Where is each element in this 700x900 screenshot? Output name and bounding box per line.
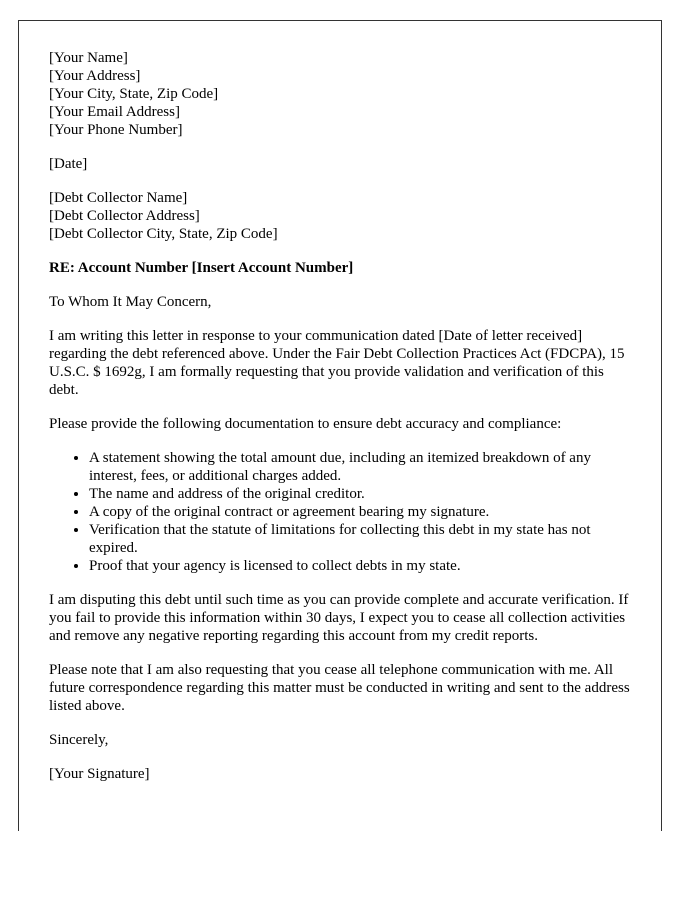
body-paragraph: I am disputing this debt until such time as you can provide complete and accurate verification. If you fail to provide this information within 30 days, I expect you to cease all collection activities and remove any negative reporting regarding this account from my credit reports. bbox=[49, 592, 629, 644]
sender-block bbox=[49, 49, 631, 139]
list-item: • A statement showing the total amount due, including an itemized breakdown of any interest, fees, or additional charges added. bbox=[89, 449, 631, 485]
signature: [Your Signature] bbox=[49, 766, 150, 782]
sender-name: [Your Name] bbox=[49, 50, 128, 66]
closing: Sincerely, bbox=[49, 732, 109, 748]
sender-city: [Your City, State, Zip Code] bbox=[49, 86, 219, 102]
body-paragraph: I am writing this letter in response to your communication dated [Date of letter received] regarding the debt referenced above. Under the Fair Debt Collection Practices Act (FDCPA), 15 U.S.C. $ 1692g, I am formally requesting that you provide validation and verification of this debt. bbox=[49, 328, 625, 398]
recipient-address: [Debt Collector Address] bbox=[49, 208, 200, 224]
sender-phone: [Your Phone Number] bbox=[49, 122, 183, 138]
subject-line: RE: Account Number [Insert Account Number] bbox=[49, 260, 354, 276]
body-paragraph: Please note that I am also requesting that you cease all telephone communication with me. All future correspondence regarding this matter must be conducted in writing and sent to the address listed above. bbox=[49, 662, 630, 714]
recipient-city: [Debt Collector City, State, Zip Code] bbox=[49, 226, 278, 242]
sender-address: [Your Address] bbox=[49, 68, 141, 84]
letter-date: [Date] bbox=[49, 156, 88, 172]
recipient-block bbox=[49, 189, 631, 243]
list-item: • A copy of the original contract or agreement bearing my signature. bbox=[89, 503, 631, 521]
sender-email: [Your Email Address] bbox=[49, 104, 180, 120]
salutation: To Whom It May Concern, bbox=[49, 294, 212, 310]
recipient-name: [Debt Collector Name] bbox=[49, 190, 188, 206]
list-item: • Proof that your agency is licensed to collect debts in my state. bbox=[89, 557, 631, 575]
list-item: • The name and address of the original creditor. bbox=[89, 485, 631, 503]
list-item: • Verification that the statute of limitations for collecting this debt in my state has not expired. bbox=[89, 521, 631, 557]
letter-document bbox=[18, 20, 662, 831]
request-list bbox=[49, 449, 631, 575]
body-paragraph: Please provide the following documentation to ensure debt accuracy and compliance: bbox=[49, 416, 562, 432]
